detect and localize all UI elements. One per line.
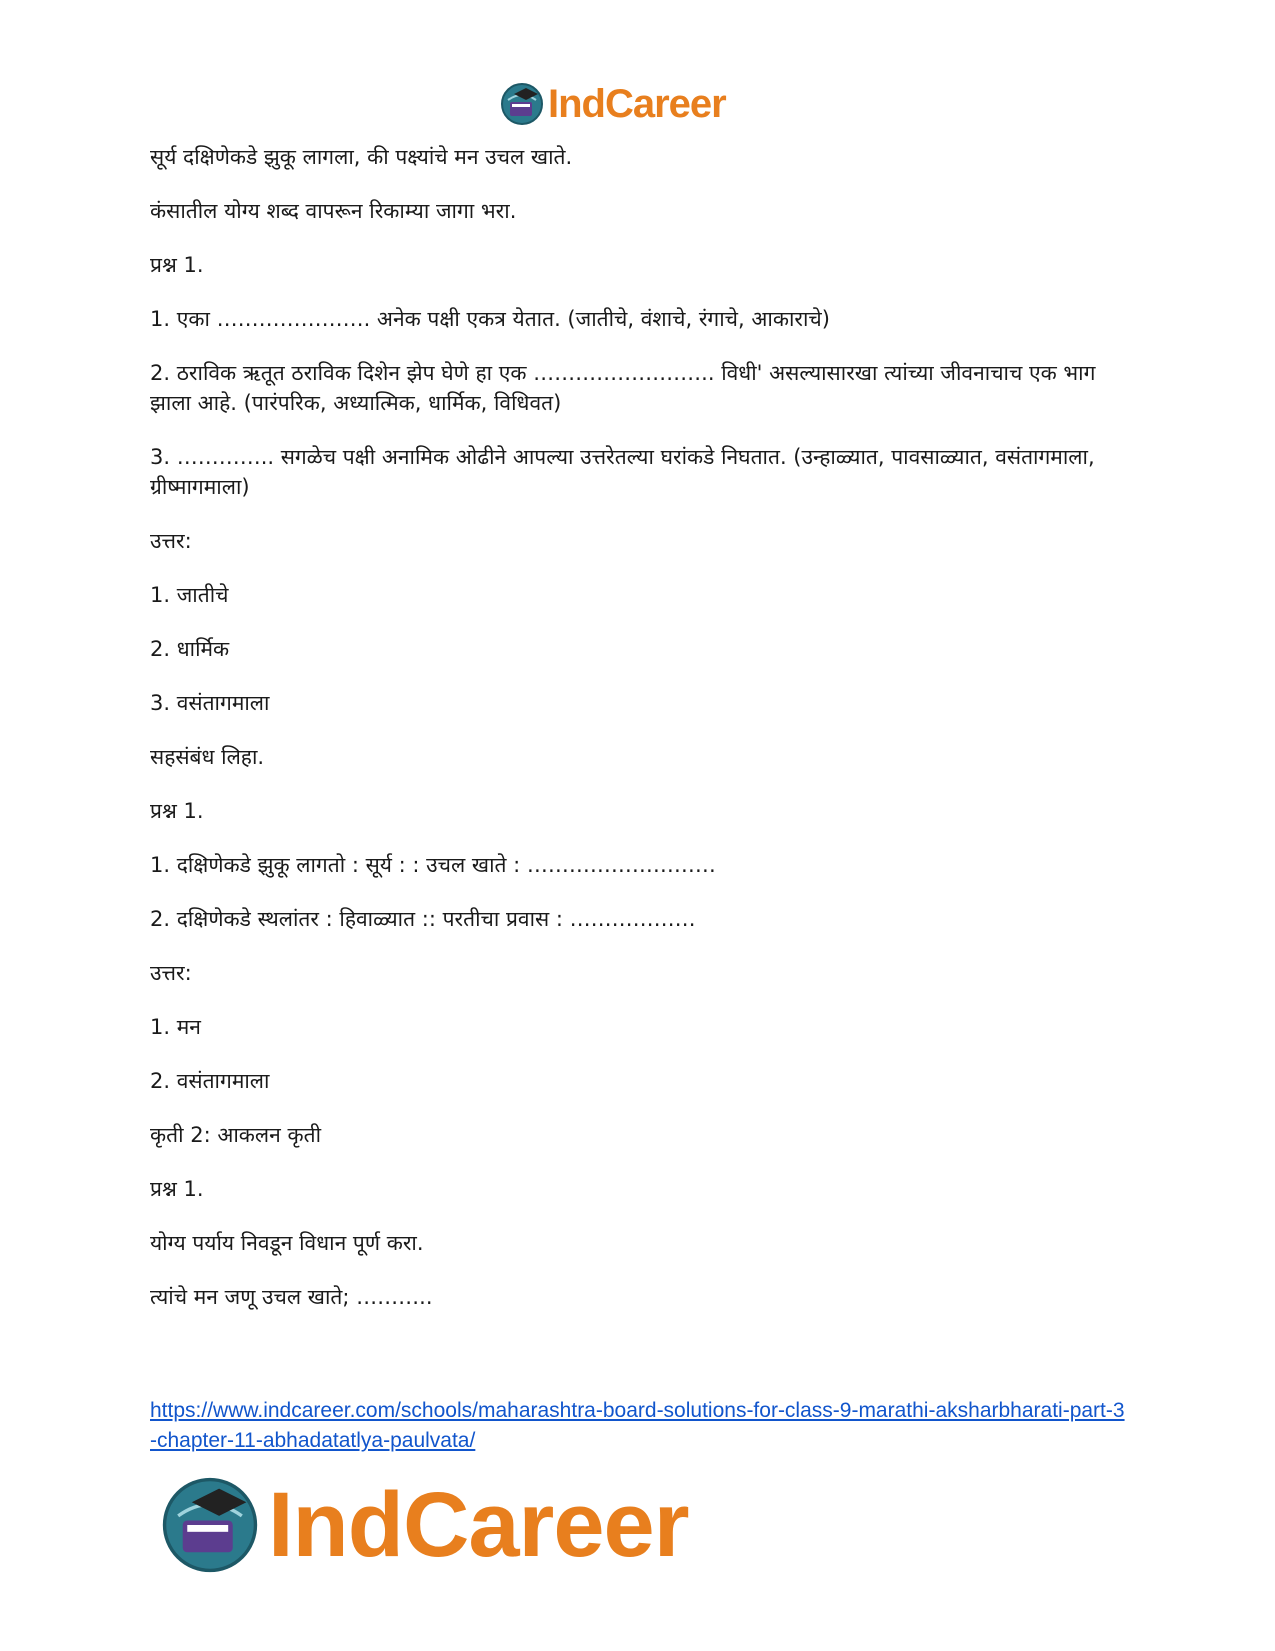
section1-question-3: 3. ………….. सगळेच पक्षी अनामिक ओढीने आपल्या उत्तरेतल्या घरांकडे निघतात. (उन्हाळ्यात, पावसाळ्यात, वसंतागमाला, ग्रीष्मागमाला) xyxy=(150,445,1095,499)
section1-answer-1: 1. जातीचे xyxy=(150,583,229,607)
globe-cap-icon xyxy=(160,1475,260,1575)
document-body xyxy=(150,142,1130,1336)
section3-heading: कृती 2: आकलन कृती xyxy=(150,1123,322,1147)
section2-answer-label: उत्तर: xyxy=(150,961,192,985)
section3-question: त्यांचे मन जणू उचल खाते; ……….. xyxy=(150,1285,433,1309)
section1-answer-3: 3. वसंतागमाला xyxy=(150,691,270,715)
source-link[interactable]: https://www.indcareer.com/schools/maharashtra-board-solutions-for-class-9-marathi-aksharbharati-part-3-chapter-11-abhadatatlya-paulvata/ xyxy=(150,1399,1125,1452)
footer-logo-text: IndCareer xyxy=(268,1473,689,1576)
section1-answer-label: उत्तर: xyxy=(150,529,192,553)
section1-instruction: कंसातील योग्य शब्द वापरून रिकाम्या जागा भरा. xyxy=(150,199,517,223)
intro-line: सूर्य दक्षिणेकडे झुकू लागला, की पक्ष्यांचे मन उचल खाते. xyxy=(150,145,573,169)
section2-answer-1: 1. मन xyxy=(150,1015,201,1039)
header-logo xyxy=(500,80,726,128)
footer-logo xyxy=(160,1470,689,1580)
section2-instruction: सहसंबंध लिहा. xyxy=(150,745,265,769)
section3-instruction: योग्य पर्याय निवडून विधान पूर्ण करा. xyxy=(150,1231,424,1255)
section1-answer-2: 2. धार्मिक xyxy=(150,637,230,661)
section2-question-label: प्रश्न 1. xyxy=(150,799,204,823)
section2-answer-2: 2. वसंतागमाला xyxy=(150,1069,270,1093)
section2-question-1: 1. दक्षिणेकडे झुकू लागतो : सूर्य : : उचल खाते : ……………………… xyxy=(150,853,716,877)
section2-question-2: 2. दक्षिणेकडे स्थलांतर : हिवाळ्यात :: परतीचा प्रवास : ……………… xyxy=(150,907,696,931)
globe-cap-icon xyxy=(500,82,544,126)
section1-question-1: 1. एका …………………. अनेक पक्षी एकत्र येतात. (जातीचे, वंशाचे, रंगाचे, आकाराचे) xyxy=(150,307,830,331)
logo-text: IndCareer xyxy=(548,81,726,126)
section1-question-label: प्रश्न 1. xyxy=(150,253,204,277)
section1-question-2: 2. ठराविक ऋतूत ठराविक दिशेन झेप घेणे हा एक …………………….. विधी' असल्यासारखा त्यांच्या जीवनाचाच एक भाग झाला आहे. (पारंपरिक, अध्यात्मिक, धार्मिक, विधिवत) xyxy=(150,361,1096,415)
section3-question-label: प्रश्न 1. xyxy=(150,1177,204,1201)
